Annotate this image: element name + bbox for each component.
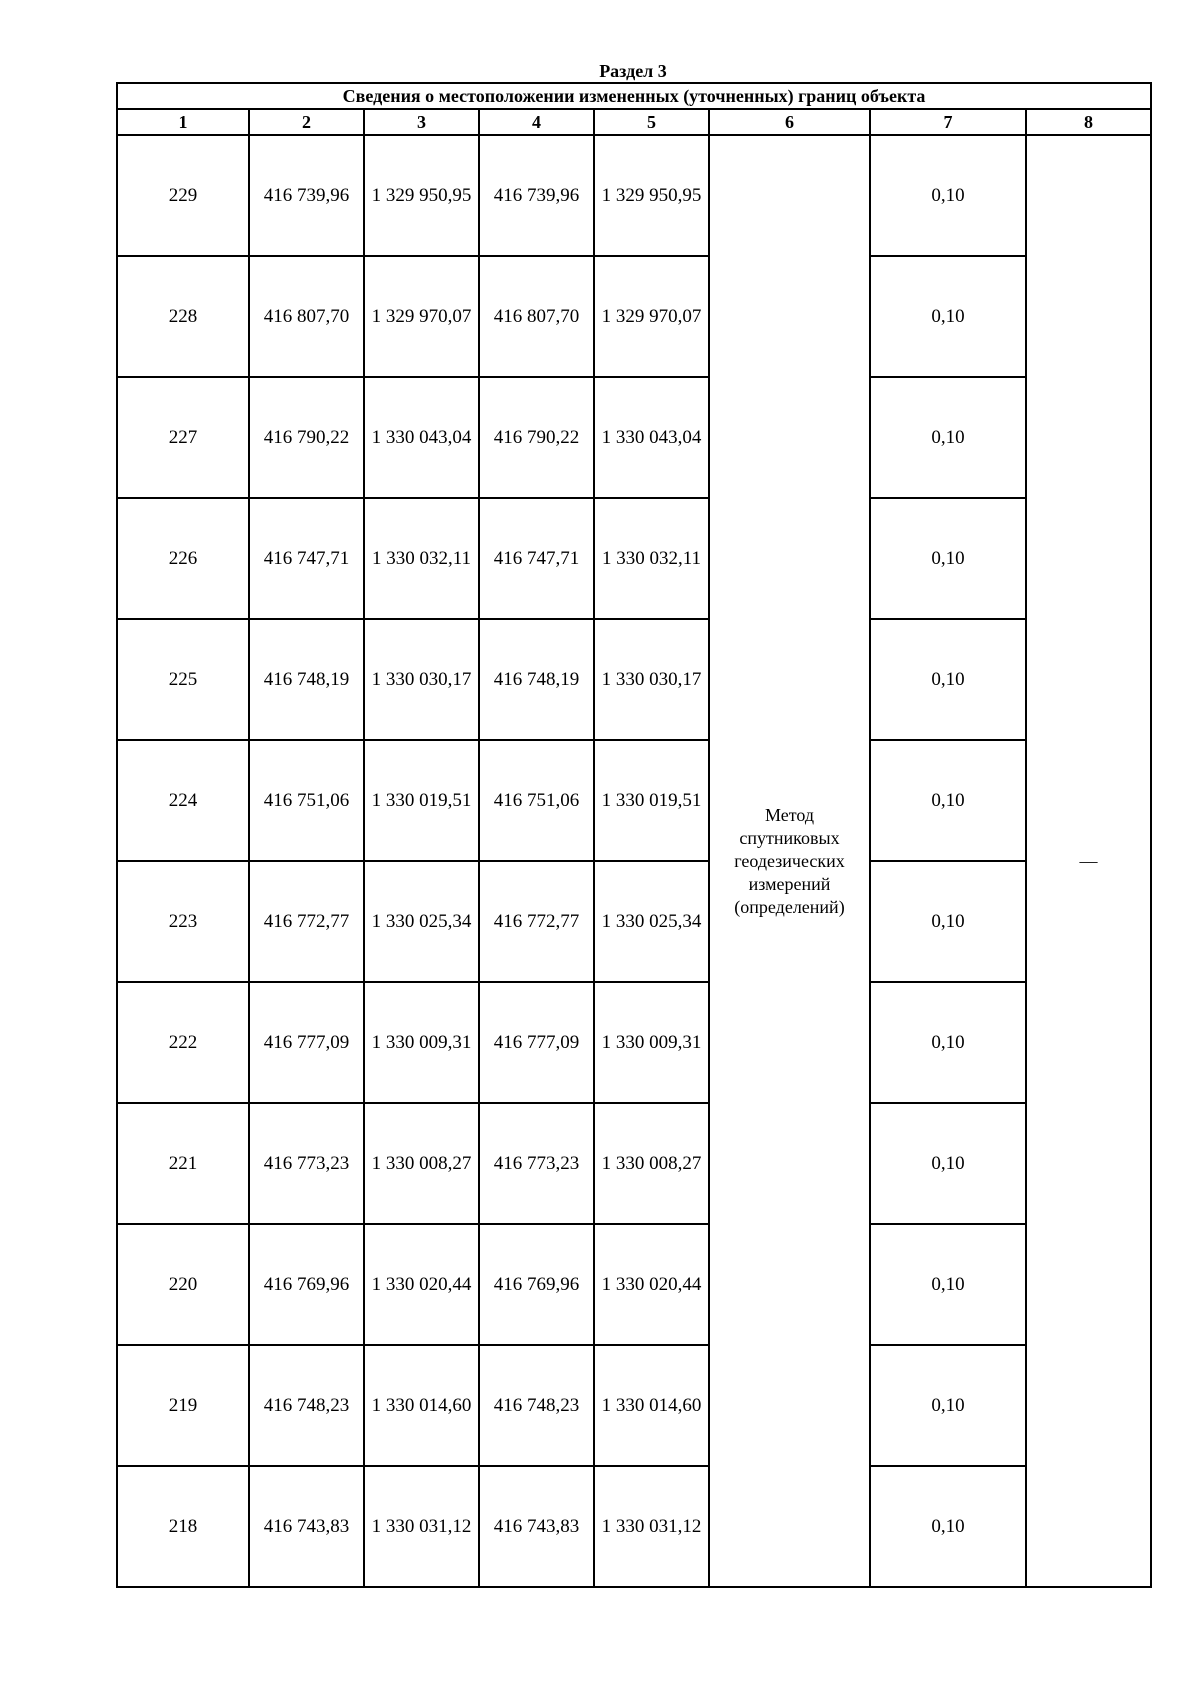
column-number: 7 xyxy=(870,109,1026,135)
y-refined-cell: 1 329 950,95 xyxy=(594,135,709,256)
x-existing-cell: 416 777,09 xyxy=(249,982,364,1103)
x-existing-cell: 416 807,70 xyxy=(249,256,364,377)
table-row xyxy=(117,861,1151,982)
y-refined-cell: 1 329 970,07 xyxy=(594,256,709,377)
column-number: 3 xyxy=(364,109,479,135)
point-number-cell: 225 xyxy=(117,619,249,740)
y-existing-cell: 1 330 043,04 xyxy=(364,377,479,498)
table-caption: Сведения о местоположении измененных (уточненных) границ объекта xyxy=(117,83,1151,109)
point-number-cell: 223 xyxy=(117,861,249,982)
table-row xyxy=(117,1466,1151,1587)
accuracy-cell: 0,10 xyxy=(870,135,1026,256)
y-refined-cell: 1 330 030,17 xyxy=(594,619,709,740)
y-refined-cell: 1 330 043,04 xyxy=(594,377,709,498)
x-refined-cell: 416 748,19 xyxy=(479,619,594,740)
point-number-cell: 224 xyxy=(117,740,249,861)
accuracy-cell: 0,10 xyxy=(870,1466,1026,1587)
x-refined-cell: 416 790,22 xyxy=(479,377,594,498)
table-row xyxy=(117,377,1151,498)
accuracy-cell: 0,10 xyxy=(870,498,1026,619)
table-row xyxy=(117,740,1151,861)
y-existing-cell: 1 329 950,95 xyxy=(364,135,479,256)
table-row xyxy=(117,982,1151,1103)
accuracy-cell: 0,10 xyxy=(870,861,1026,982)
y-existing-cell: 1 330 030,17 xyxy=(364,619,479,740)
x-existing-cell: 416 743,83 xyxy=(249,1466,364,1587)
method-line: (определений) xyxy=(734,896,845,917)
point-number-cell: 226 xyxy=(117,498,249,619)
x-refined-cell: 416 748,23 xyxy=(479,1345,594,1466)
table-row xyxy=(117,1345,1151,1466)
method-line: спутниковых xyxy=(739,827,840,848)
point-number-cell: 229 xyxy=(117,135,249,256)
x-existing-cell: 416 769,96 xyxy=(249,1224,364,1345)
table-row xyxy=(117,498,1151,619)
x-refined-cell: 416 747,71 xyxy=(479,498,594,619)
accuracy-cell: 0,10 xyxy=(870,1224,1026,1345)
x-refined-cell: 416 777,09 xyxy=(479,982,594,1103)
x-refined-cell: 416 772,77 xyxy=(479,861,594,982)
x-refined-cell: 416 773,23 xyxy=(479,1103,594,1224)
table-row xyxy=(117,619,1151,740)
y-refined-cell: 1 330 032,11 xyxy=(594,498,709,619)
column-8-cell: — xyxy=(1026,135,1151,1587)
point-number-cell: 218 xyxy=(117,1466,249,1587)
column-number: 1 xyxy=(117,109,249,135)
method-line: геодезических xyxy=(734,850,845,871)
accuracy-cell: 0,10 xyxy=(870,256,1026,377)
y-existing-cell: 1 330 014,60 xyxy=(364,1345,479,1466)
point-number-cell: 219 xyxy=(117,1345,249,1466)
x-refined-cell: 416 751,06 xyxy=(479,740,594,861)
x-existing-cell: 416 773,23 xyxy=(249,1103,364,1224)
accuracy-cell: 0,10 xyxy=(870,982,1026,1103)
point-number-cell: 228 xyxy=(117,256,249,377)
x-existing-cell: 416 790,22 xyxy=(249,377,364,498)
x-existing-cell: 416 751,06 xyxy=(249,740,364,861)
table-row xyxy=(117,1224,1151,1345)
y-existing-cell: 1 329 970,07 xyxy=(364,256,479,377)
accuracy-cell: 0,10 xyxy=(870,377,1026,498)
accuracy-cell: 0,10 xyxy=(870,619,1026,740)
point-number-cell: 221 xyxy=(117,1103,249,1224)
method-cell xyxy=(709,135,870,1587)
x-existing-cell: 416 748,23 xyxy=(249,1345,364,1466)
column-number: 5 xyxy=(594,109,709,135)
table-body xyxy=(117,135,1151,1587)
y-refined-cell: 1 330 020,44 xyxy=(594,1224,709,1345)
x-refined-cell: 416 769,96 xyxy=(479,1224,594,1345)
section-title: Раздел 3 xyxy=(599,61,667,81)
table-row xyxy=(117,1103,1151,1224)
x-refined-cell: 416 743,83 xyxy=(479,1466,594,1587)
y-refined-cell: 1 330 031,12 xyxy=(594,1466,709,1587)
y-existing-cell: 1 330 025,34 xyxy=(364,861,479,982)
y-refined-cell: 1 330 014,60 xyxy=(594,1345,709,1466)
y-existing-cell: 1 330 020,44 xyxy=(364,1224,479,1345)
column-number-row xyxy=(117,109,1151,135)
x-existing-cell: 416 772,77 xyxy=(249,861,364,982)
boundary-coordinates-table xyxy=(116,82,1152,1588)
x-refined-cell: 416 739,96 xyxy=(479,135,594,256)
column-number: 6 xyxy=(709,109,870,135)
table-row xyxy=(117,256,1151,377)
accuracy-cell: 0,10 xyxy=(870,740,1026,861)
column-number: 8 xyxy=(1026,109,1151,135)
point-number-cell: 222 xyxy=(117,982,249,1103)
x-existing-cell: 416 739,96 xyxy=(249,135,364,256)
y-existing-cell: 1 330 008,27 xyxy=(364,1103,479,1224)
accuracy-cell: 0,10 xyxy=(870,1345,1026,1466)
y-existing-cell: 1 330 019,51 xyxy=(364,740,479,861)
method-line: измерений xyxy=(748,873,831,894)
y-refined-cell: 1 330 019,51 xyxy=(594,740,709,861)
y-refined-cell: 1 330 008,27 xyxy=(594,1103,709,1224)
x-existing-cell: 416 747,71 xyxy=(249,498,364,619)
x-refined-cell: 416 807,70 xyxy=(479,256,594,377)
y-existing-cell: 1 330 032,11 xyxy=(364,498,479,619)
y-existing-cell: 1 330 009,31 xyxy=(364,982,479,1103)
accuracy-cell: 0,10 xyxy=(870,1103,1026,1224)
y-refined-cell: 1 330 025,34 xyxy=(594,861,709,982)
column-number: 2 xyxy=(249,109,364,135)
y-existing-cell: 1 330 031,12 xyxy=(364,1466,479,1587)
method-line: Метод xyxy=(764,804,815,825)
point-number-cell: 227 xyxy=(117,377,249,498)
point-number-cell: 220 xyxy=(117,1224,249,1345)
x-existing-cell: 416 748,19 xyxy=(249,619,364,740)
column-number: 4 xyxy=(479,109,594,135)
y-refined-cell: 1 330 009,31 xyxy=(594,982,709,1103)
table-row xyxy=(117,135,1151,256)
